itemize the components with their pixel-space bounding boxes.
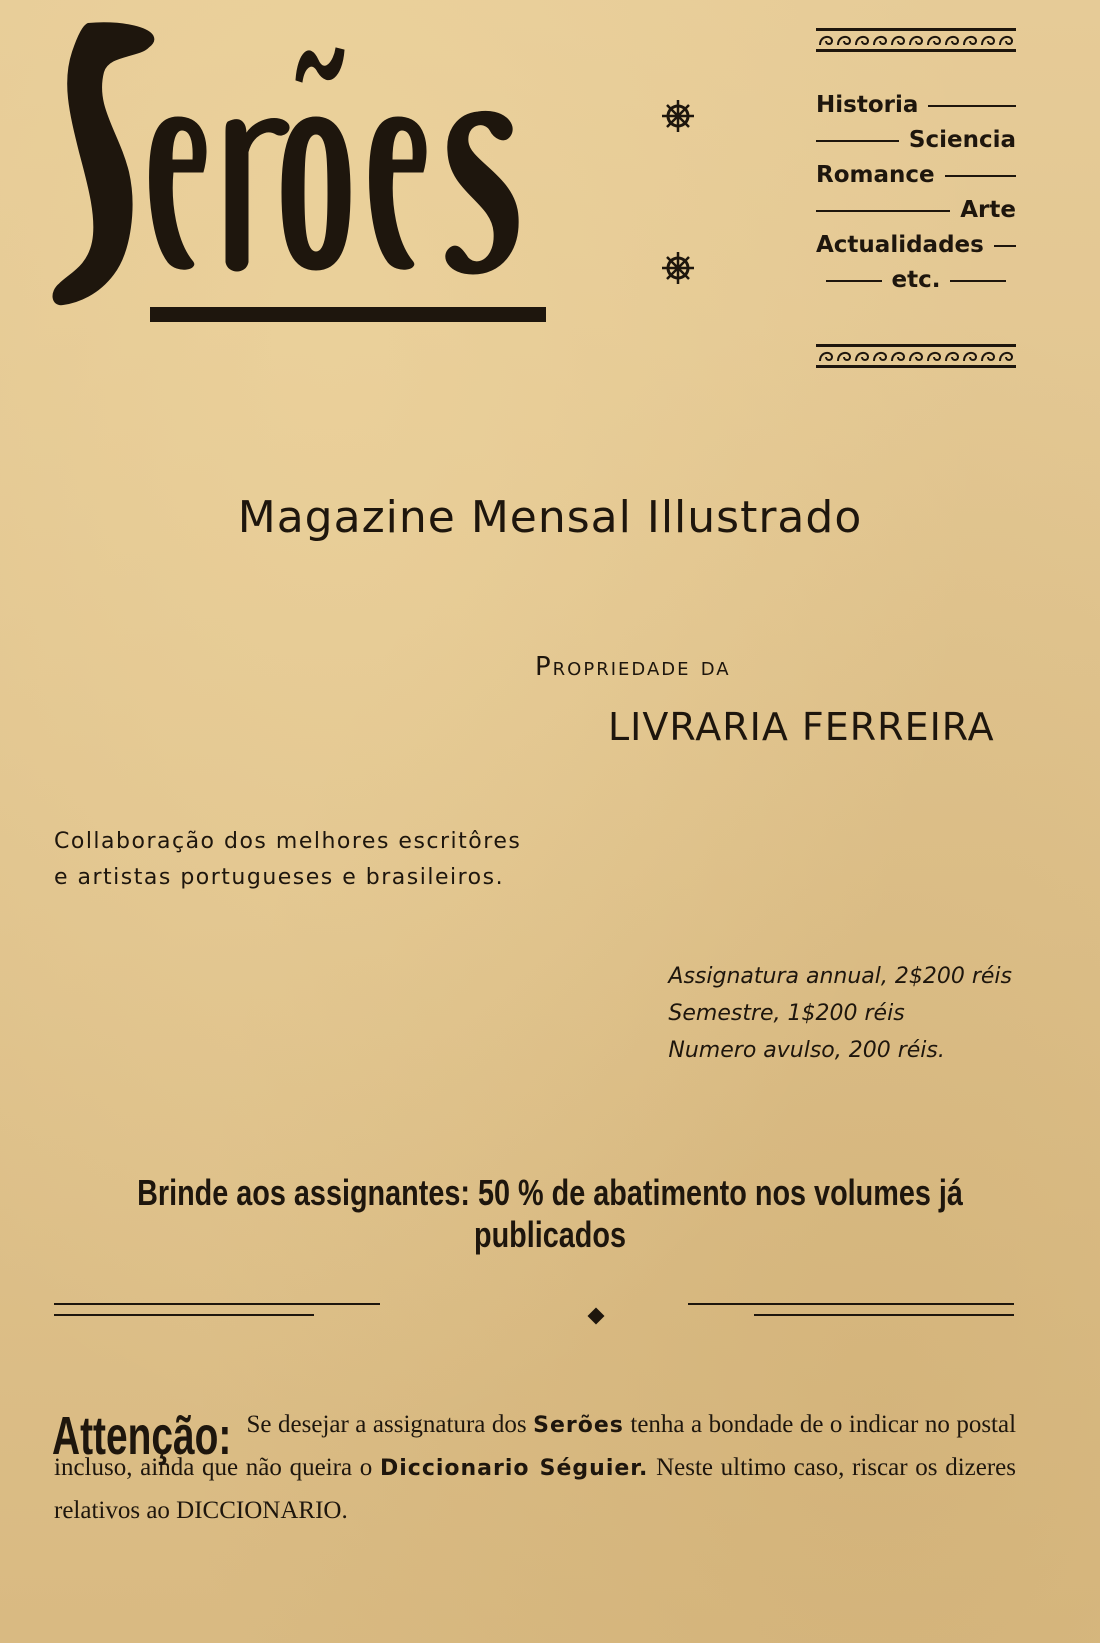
collaboration-line: Collaboração dos melhores escritôres (54, 829, 522, 854)
topic-label: Romance (816, 162, 935, 188)
separator-line (754, 1314, 1014, 1316)
subscription-prices (668, 958, 1012, 1069)
notice-text: Neste ultimo caso, riscar os dizeres relativos ao DICCIONARIO. (54, 1454, 1016, 1524)
topic-label: Historia (816, 92, 919, 118)
separator-line (54, 1314, 314, 1316)
topic-row (816, 228, 1016, 263)
topic-row (816, 123, 1016, 158)
topic-rule (945, 175, 1016, 177)
meander-border-top (816, 28, 1016, 52)
topic-row (816, 158, 1016, 193)
price-line: Semestre, 1$200 réis (668, 1001, 905, 1026)
notice-text: tenha a bondade de o indicar no postal incluso, ainda que não queira o (54, 1411, 1017, 1481)
seroes-logo (48, 12, 568, 334)
separator-left (54, 1303, 380, 1325)
subscriber-bonus: Brinde aos assignantes: 50 % de abatimento nos volumes já publicados (137, 1172, 963, 1255)
attention-notice (54, 1404, 1016, 1532)
topic-rule (950, 280, 1006, 282)
topic-row (816, 88, 1016, 123)
topic-rule (826, 280, 882, 282)
meander-border-bottom (816, 344, 1016, 368)
topic-rule (816, 210, 950, 212)
notice-emphasis: Serões (533, 1413, 624, 1438)
topic-label: Arte (960, 197, 1016, 223)
topic-rule (928, 105, 1016, 107)
collaboration-line: e artistas portugueses e brasileiros. (54, 865, 505, 890)
topic-label: Sciencia (908, 127, 1016, 153)
compass-ornament-icon (660, 250, 696, 286)
topic-row (816, 263, 1016, 298)
topics-list (816, 88, 1016, 298)
separator-line (54, 1303, 380, 1305)
property-label: Propriedade da (535, 652, 731, 682)
magazine-subtitle: Magazine Mensal Illustrado (237, 492, 863, 543)
topic-row (816, 193, 1016, 228)
topic-rule (816, 140, 899, 142)
topic-rule (994, 245, 1016, 247)
notice-emphasis: Diccionario Séguier. (379, 1456, 649, 1481)
collaboration-text (54, 824, 521, 896)
price-line: Assignatura annual, 2$200 réis (668, 964, 1012, 989)
separator-right (688, 1303, 1014, 1325)
notice-text: Se desejar a assignatura dos (246, 1411, 527, 1438)
separator-diamond (588, 1308, 605, 1325)
price-line: Numero avulso, 200 réis. (668, 1038, 945, 1063)
topic-label: etc. (891, 267, 941, 293)
topic-label: Actualidades (816, 232, 984, 258)
separator-line (688, 1303, 1014, 1305)
logo-underline-bar (150, 307, 546, 322)
attention-label: Attenção: (52, 1406, 232, 1466)
compass-ornament-icon (660, 98, 696, 134)
property-name: LIVRARIA FERREIRA (608, 705, 995, 749)
